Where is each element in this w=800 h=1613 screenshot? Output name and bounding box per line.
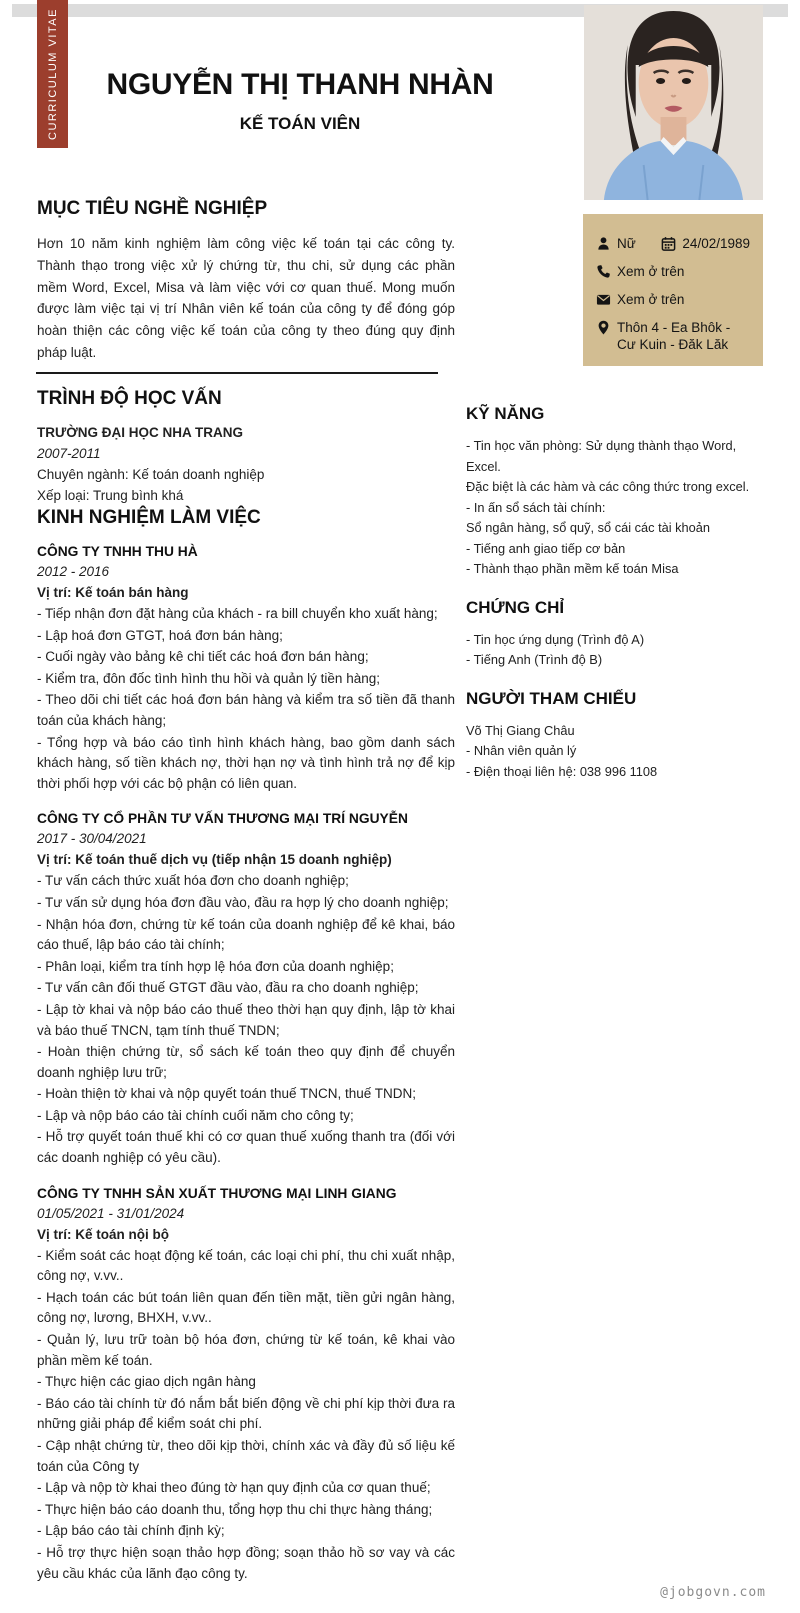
- job-bullet: - Tư vấn sử dụng hóa đơn đầu vào, đầu ra hợp lý cho doanh nghiệp;: [37, 894, 449, 910]
- objective-text: Hơn 10 năm kinh nghiệm làm công việc kế toán tại các công ty. Thành thạo trong việc xử lý chứng từ, thu chi, sử dụng các phần mềm Word, Excel, Misa và làm việc với cơ quan thuế. Mong muốn được làm việc tại vị trí Nhân viên kế toán của công ty để đóng góp hoàn thiện các công việc kế toán của công ty theo đúng quy định pháp luật.: [37, 236, 455, 360]
- phone-value: Xem ở trên: [617, 264, 685, 279]
- mail-icon: [596, 292, 611, 307]
- job-bullet: - Thực hiện báo cáo doanh thu, tổng hợp thu chi thực hàng tháng;: [37, 1501, 433, 1517]
- section-certificates: [466, 598, 764, 671]
- skill-line: Đặc biệt là các hàm và các công thức trong excel.: [466, 479, 750, 494]
- info-row-phone: [596, 263, 750, 280]
- job-bullet: - Theo dõi chi tiết các hoá đơn bán hàng và kiểm tra số tiền đã thanh toán của khách hàng;: [37, 692, 455, 728]
- job-bullet: - Lập hoá đơn GTGT, hoá đơn bán hàng;: [37, 627, 283, 643]
- reference-line: - Nhân viên quản lý: [466, 743, 577, 758]
- location-icon: [596, 320, 611, 335]
- section-skills: [466, 404, 764, 580]
- curriculum-vitae-ribbon: [37, 0, 68, 148]
- certificate-line: - Tin học ứng dụng (Trình độ A): [466, 631, 645, 647]
- job-bullet: - Hỗ trợ quyết toán thuế khi có cơ quan thuế xuống thanh tra (đối với các doanh nghiệp có yêu cầu).: [37, 1129, 455, 1166]
- education-major: Chuyên ngành: Kế toán doanh nghiệp: [37, 467, 265, 482]
- education-period: 2007-2011: [37, 446, 101, 461]
- calendar-icon: [661, 236, 676, 251]
- job-bullet: - Lập và nộp báo cáo tài chính cuối năm cho công ty;: [37, 1107, 354, 1123]
- skill-line: - In ấn sổ sách tài chính:: [466, 499, 606, 515]
- job-bullet: - Phân loại, kiểm tra tính hợp lệ hóa đơn của doanh nghiệp;: [37, 958, 394, 974]
- skills-heading: KỸ NĂNG: [466, 404, 545, 423]
- candidate-title: KẾ TOÁN VIÊN: [239, 114, 361, 133]
- experience-job-3: [37, 1184, 455, 1585]
- job-period: 2017 - 30/04/2021: [37, 831, 147, 847]
- job-bullet: - Hoàn thiện tờ khai và nộp quyết toán thuế TNCN, thuế TNDN;: [37, 1086, 417, 1102]
- education-grade: Xếp loại: Trung bình khá: [37, 488, 184, 503]
- job-bullet: - Lập tờ khai và nộp báo cáo thuế theo thời hạn quy định, lập tờ khai và báo thuế TNCN, tạm tính thuế TNDN;: [37, 1001, 455, 1038]
- info-row-email: [596, 291, 750, 308]
- job-bullet: - Hạch toán các bút toán liên quan đến tiền mặt, tiền gửi ngân hàng, công nợ, lương, BHXH, v.vv..: [37, 1289, 455, 1326]
- job-bullet: - Kiểm tra, đôn đốc tình hình thu hồi và quản lý tiền hàng;: [37, 670, 380, 686]
- job-bullet: - Hoàn thiện chứng từ, sổ sách kế toán theo quy định để chuyển doanh nghiệp lưu trữ;: [37, 1044, 455, 1080]
- job-period: 2012 - 2016: [37, 564, 110, 579]
- skill-line: Sổ ngân hàng, sổ quỹ, sổ cái các tài khoản: [466, 520, 711, 535]
- skill-line: - Thành thạo phần mềm kế toán Misa: [466, 561, 679, 576]
- experience-job-1: [37, 542, 455, 794]
- certificates-heading: CHỨNG CHỈ: [466, 597, 565, 617]
- info-row-gender-dob: [596, 235, 750, 252]
- references-heading: NGƯỜI THAM CHIẾU: [466, 688, 637, 708]
- section-objective: [37, 198, 455, 364]
- dob-value: 24/02/1989: [682, 236, 750, 251]
- portrait-illustration: [584, 5, 763, 200]
- job-bullet: - Lập và nộp tờ khai theo đúng tờ hạn quy định của cơ quan thuế;: [37, 1480, 431, 1496]
- left-column: [37, 388, 455, 1585]
- header-block: [60, 66, 540, 134]
- right-column: [466, 404, 764, 800]
- job-period: 01/05/2021 - 31/01/2024: [37, 1205, 185, 1221]
- job-bullet: - Báo cáo tài chính từ đó nắm bắt biến động về chi phí kịp thời đưa ra những giải pháp để kiểm soát chi phí.: [37, 1395, 455, 1432]
- job-bullet: - Quản lý, lưu trữ toàn bộ hóa đơn, chứng từ kế toán, kê khai vào phần mềm kế toán.: [37, 1332, 455, 1368]
- info-row-address: [596, 319, 750, 353]
- skill-line: - Tiếng anh giao tiếp cơ bản: [466, 540, 626, 556]
- job-bullet: - Tiếp nhận đơn đặt hàng của khách - ra bill chuyển kho xuất hàng;: [37, 606, 438, 621]
- job-bullet: - Lập báo cáo tài chính định kỳ;: [37, 1523, 225, 1539]
- education-heading: TRÌNH ĐỘ HỌC VẤN: [37, 388, 222, 409]
- candidate-name: NGUYỄN THỊ THANH NHÀN: [106, 68, 494, 101]
- phone-icon: [596, 264, 611, 279]
- job-bullet: - Cuối ngày vào bảng kê chi tiết các hoá đơn bán hàng;: [37, 649, 369, 665]
- job-company: CÔNG TY TNHH SẢN XUẤT THƯƠNG MẠI LINH GIANG: [37, 1185, 397, 1201]
- job-bullet: - Kiểm soát các hoạt động kế toán, các loại chi phí, thu chi xuất nhập, công nợ, v.vv..: [37, 1247, 455, 1284]
- section-references: [466, 689, 764, 783]
- experience-heading: KINH NGHIỆM LÀM VIỆC: [37, 507, 261, 528]
- education-entry: [37, 423, 455, 506]
- address-value: Thôn 4 - Ea Bhôk - Cư Kuin - Đăk Lăk: [617, 320, 731, 352]
- objective-heading: MỤC TIÊU NGHỀ NGHIỆP: [37, 198, 268, 219]
- skill-line: - Tin học văn phòng: Sử dụng thành thạo Word, Excel.: [466, 438, 737, 474]
- job-bullet: - Thực hiện các giao dịch ngân hàng: [37, 1374, 256, 1390]
- job-position: Vị trí: Kế toán bán hàng: [37, 585, 189, 600]
- job-company: CÔNG TY CỔ PHẦN TƯ VẤN THƯƠNG MẠI TRÍ NGUYỄN: [37, 811, 408, 827]
- ribbon-label: CURRICULUM VITAE: [46, 8, 59, 140]
- profile-photo: [584, 5, 763, 200]
- education-school: TRƯỜNG ĐẠI HỌC NHA TRANG: [37, 425, 243, 440]
- job-bullet: - Nhận hóa đơn, chứng từ kế toán của doanh nghiệp để kê khai, báo cáo thuế, lập báo cáo tài chính;: [37, 916, 455, 953]
- reference-line: - Điện thoại liên hệ: 038 996 1108: [466, 763, 658, 779]
- user-icon: [596, 236, 611, 251]
- job-position: Vị trí: Kế toán thuế dịch vụ (tiếp nhận 15 doanh nghiệp): [37, 852, 392, 868]
- job-company: CÔNG TY TNHH THU HÀ: [37, 544, 198, 559]
- job-position: Vị trí: Kế toán nội bộ: [37, 1226, 169, 1242]
- gender-value: Nữ: [617, 236, 636, 251]
- job-bullet: - Cập nhật chứng từ, theo dõi kịp thời, chính xác và đầy đủ số liệu kế toán của Công ty: [37, 1438, 455, 1474]
- email-value: Xem ở trên: [617, 292, 685, 307]
- job-bullet: - Tư vấn cân đối thuế GTGT đầu vào, đầu ra cho doanh nghiệp;: [37, 980, 419, 996]
- personal-info-box: [583, 214, 763, 366]
- reference-line: Võ Thị Giang Châu: [466, 722, 575, 738]
- experience-job-2: [37, 809, 455, 1168]
- section-divider: [36, 372, 438, 374]
- job-bullet: - Tổng hợp và báo cáo tình hình khách hàng, bao gồm danh sách khách hàng, số tiền khách nợ, thời hạn nợ và tình hình trả nợ để kịp thời phối hợp với các bộ phận có liên quan.: [37, 734, 455, 791]
- site-watermark: @jobgovn.com: [660, 1585, 766, 1600]
- job-bullet: - Hỗ trợ thực hiện soạn thảo hợp đồng; soạn thảo hồ sơ vay và các yêu cầu khác của lãnh đạo công ty.: [37, 1544, 455, 1581]
- certificate-line: - Tiếng Anh (Trình độ B): [466, 652, 603, 667]
- job-bullet: - Tư vấn cách thức xuất hóa đơn cho doanh nghiệp;: [37, 873, 349, 889]
